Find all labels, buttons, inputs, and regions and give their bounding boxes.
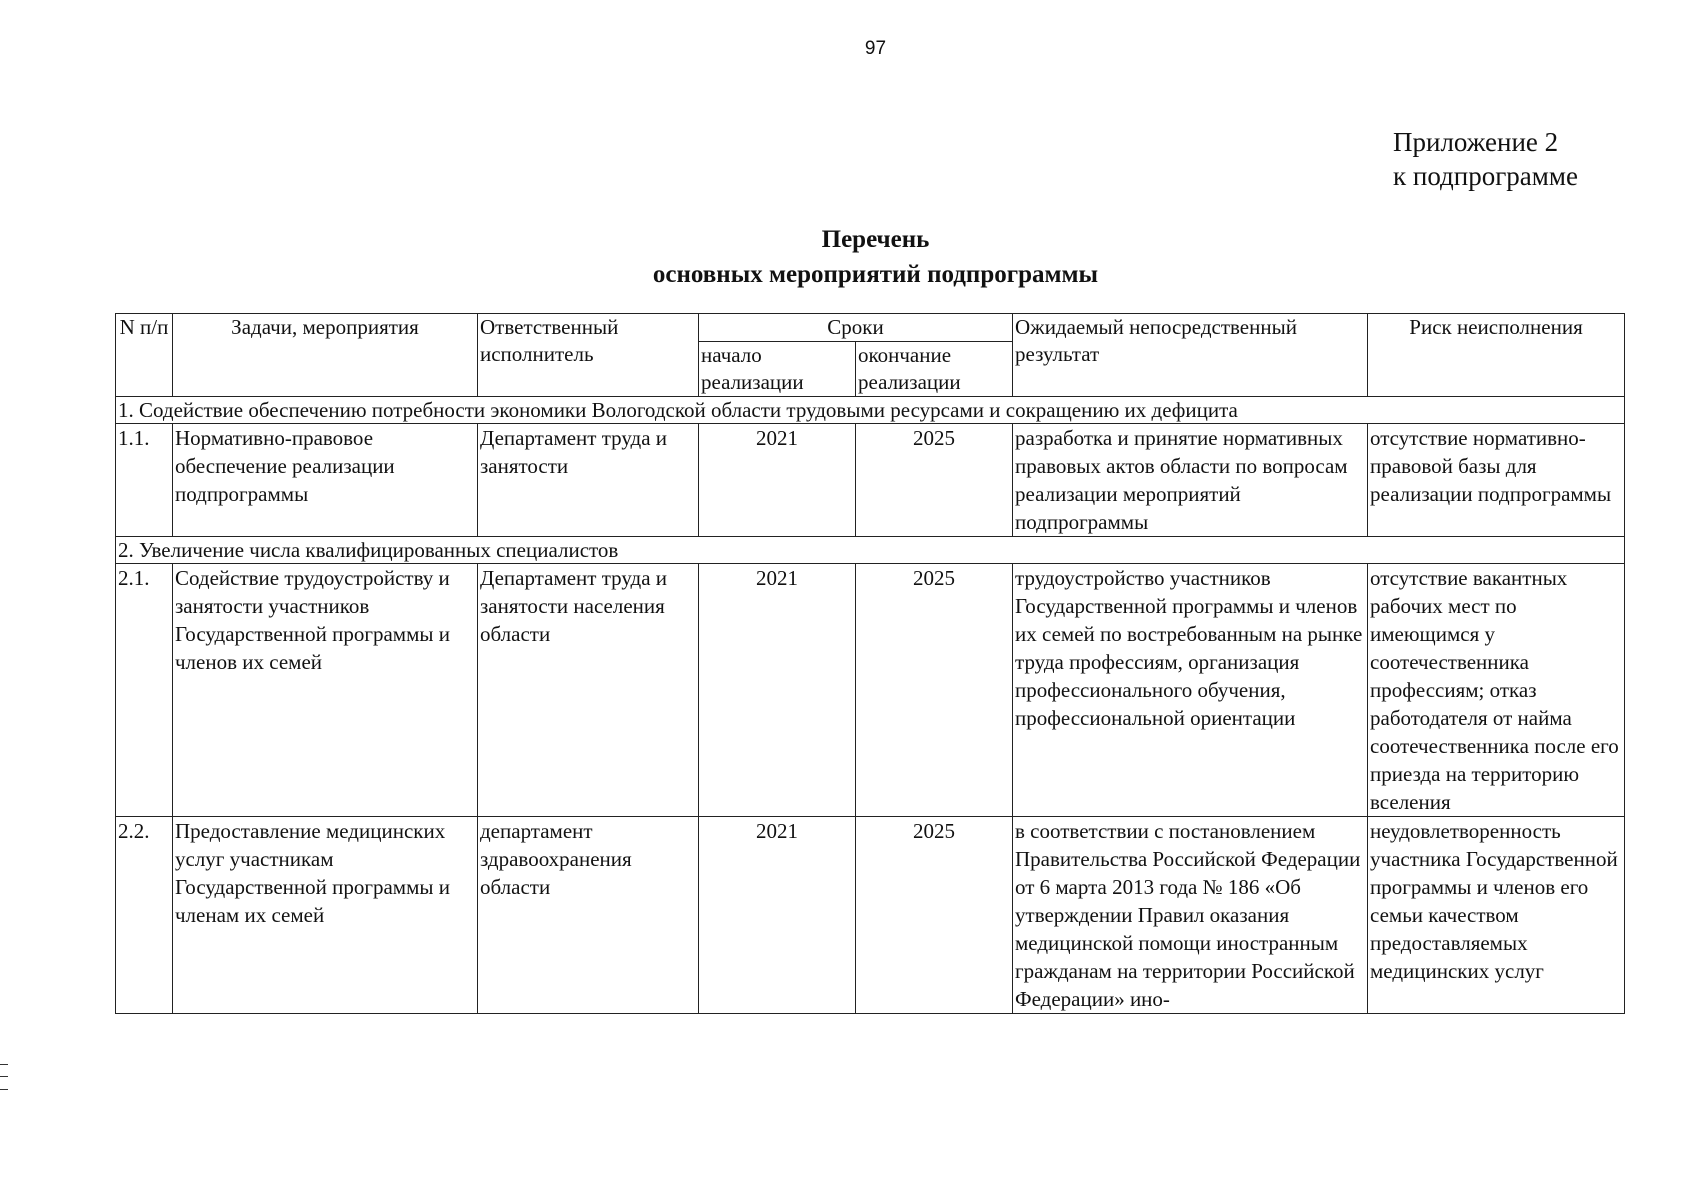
row-number: 1.1. — [116, 424, 173, 537]
title-line-1: Перечень — [821, 226, 930, 253]
appendix-line-2: к подпрограмме — [1393, 161, 1578, 191]
row-end-year: 2025 — [856, 817, 1013, 1014]
table-row-1-1 — [116, 424, 1625, 537]
header-end: окончание реализации — [856, 342, 1013, 397]
row-start-year: 2021 — [699, 424, 856, 537]
section-row-1 — [116, 397, 1625, 424]
row-task: Нормативно-правовое обеспечение реализации подпрограммы — [173, 424, 478, 537]
header-terms: Сроки — [699, 314, 1013, 342]
row-number: 2.1. — [116, 564, 173, 817]
header-tasks: Задачи, мероприятия — [173, 314, 478, 397]
section-row-2 — [116, 537, 1625, 564]
appendix-label — [1393, 125, 1578, 193]
row-result: в соответствии с постановлением Правительства Российской Федерации от 6 марта 2013 года № 186 «Об утверждении Правил оказания медицинской помощи иностранным гражданам на территории Российской Федерации» ино- — [1013, 817, 1368, 1014]
header-risk: Риск неисполнения — [1368, 314, 1625, 397]
row-risk: отсутствие нормативно-правовой базы для реализации подпрограммы — [1368, 424, 1625, 537]
scan-edge-mark — [0, 1064, 8, 1090]
row-start-year: 2021 — [699, 564, 856, 817]
row-risk: неудовлетворенность участника Государственной программы и членов его семьи качеством предоставляемых медицинских услуг — [1368, 817, 1625, 1014]
header-start: начало реализации — [699, 342, 856, 397]
table-row-2-1 — [116, 564, 1625, 817]
row-task: Предоставление медицинских услуг участникам Государственной программы и членам их семей — [173, 817, 478, 1014]
row-executor: Департамент труда и занятости населения области — [478, 564, 699, 817]
section-title-1: 1. Содействие обеспечению потребности экономики Вологодской области трудовыми ресурсами и сокращению их дефицита — [116, 397, 1625, 424]
table-row-2-2 — [116, 817, 1625, 1014]
row-task: Содействие трудоустройству и занятости участников Государственной программы и членов их семей — [173, 564, 478, 817]
header-result: Ожидаемый непосредственный результат — [1013, 314, 1368, 397]
row-number: 2.2. — [116, 817, 173, 1014]
row-risk: отсутствие вакантных рабочих мест по имеющимся у соотечественника профессиям; отказ работодателя от найма соотечественника после его приезда на территорию вселения — [1368, 564, 1625, 817]
activities-table — [115, 313, 1625, 1014]
row-end-year: 2025 — [856, 424, 1013, 537]
appendix-line-1: Приложение 2 — [1393, 127, 1559, 157]
page-number: 97 — [864, 38, 887, 59]
header-number: N п/п — [116, 314, 173, 397]
row-end-year: 2025 — [856, 564, 1013, 817]
title-line-2: основных мероприятий подпрограммы — [652, 261, 1099, 288]
row-result: трудоустройство участников Государственной программы и членов их семей по востребованным на рынке труда профессиям, организация профессионального обучения, профессиональной ориентации — [1013, 564, 1368, 817]
section-title-2: 2. Увеличение числа квалифицированных специалистов — [116, 537, 1625, 564]
row-start-year: 2021 — [699, 817, 856, 1014]
row-result: разработка и принятие нормативных правовых актов области по вопросам реализации мероприятий подпрограммы — [1013, 424, 1368, 537]
row-executor: департамент здравоохранения области — [478, 817, 699, 1014]
header-executor: Ответственный исполнитель — [478, 314, 699, 397]
row-executor: Департамент труда и занятости — [478, 424, 699, 537]
table-header-row — [116, 314, 1625, 342]
document-title — [0, 222, 1697, 292]
